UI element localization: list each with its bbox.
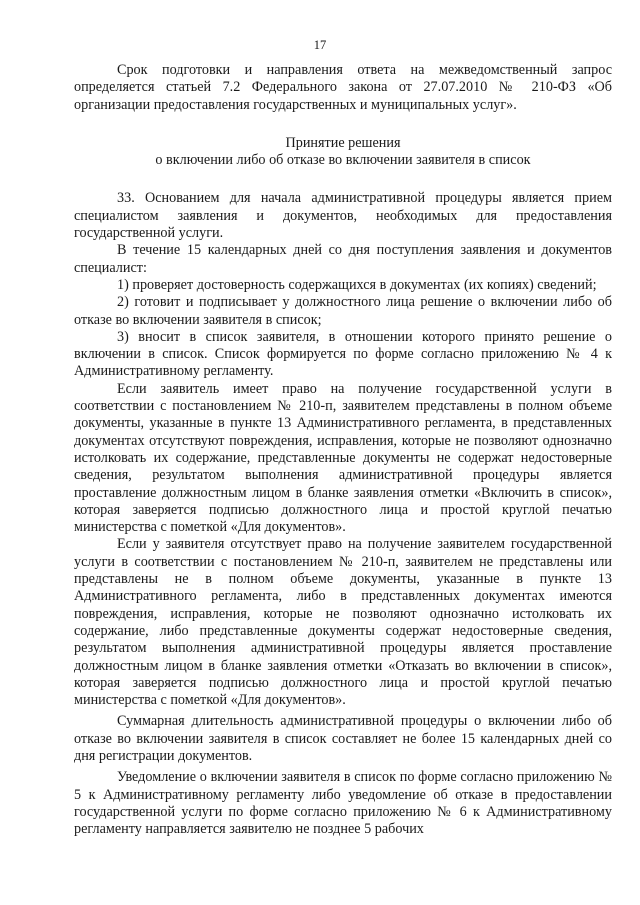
section-heading-line-1: Принятие решения <box>285 134 401 151</box>
list-item-3-add-to-list: 3) вносит в список заявителя, в отношении которого принято решение о включении в список. Список формируется по форме согласно приложению № 4 к Административному регламенту. <box>74 328 612 380</box>
paragraph-include-condition: Если заявитель имеет право на получение государственной услуги в соответствии с постановлением № 210-п, заявителем представлены в полном объеме документы, указанные в пункте 13 Административного регламента, в представленных документах отсутствуют повреждения, исправления, которые не позволяют однозначно истолковать их содержание, представленные документы не содержат недостоверные сведения, результатом выполнения административной процедуры является проставление должностным лицом в бланке заявления отметки «Включить в список», которая заверяется подписью должностного лица и простой круглой печатью министерства с пометкой «Для документов». <box>74 380 612 536</box>
paragraph-refuse-condition: Если у заявителя отсутствует право на получение заявителем государственной услуги в соответствии с постановлением № 210-п, заявителем не представлены или представлены не в полном объеме документы, указанные в пункте 13 Административного регламента, либо в представленных документах имеются повреждения, исправления, которые не позволяют однозначно истолковать их содержание, либо представленные документы содержат недостоверные сведения, результатом выполнения административной процедуры является проставление должностным лицом в бланке заявления отметки «Отказать во включении в список», которая заверяется подписью должностного лица и простой круглой печатью министерства с пометкой «Для документов». <box>74 536 612 709</box>
paragraph-response-deadline: Срок подготовки и направления ответа на межведомственный запрос определяется статьей 7.2 Федерального закона от 27.07.2010 № 210-ФЗ «Об организации предоставления государственных и муниципальных услуг». <box>74 62 612 113</box>
paragraph-33-basis: 33. Основанием для начала административной процедуры является прием специалистом заявления и документов, необходимых для предоставления государственной услуги. <box>74 190 612 242</box>
list-item-1-verify: 1) проверяет достоверность содержащихся в документах (их копиях) сведений; <box>117 276 597 293</box>
section-heading-line-2: о включении либо об отказе во включении заявителя в список <box>155 152 531 169</box>
paragraph-15-days: В течение 15 календарных дней со дня поступления заявления и документов специалист: <box>74 242 612 276</box>
paragraph-notification: Уведомление о включении заявителя в список по форме согласно приложению № 5 к Административному регламенту либо уведомление об отказе в предоставлении государственной услуги по форме согласно приложению № 6 к Административному регламенту направляется заявителю не позднее 5 рабочих <box>74 769 612 838</box>
paragraph-total-duration: Суммарная длительность административной процедуры о включении либо об отказе во включении заявителя в список составляет не более 15 календарных дней со дня регистрации документов. <box>74 713 612 764</box>
document-body <box>74 62 612 838</box>
spacer <box>74 114 612 131</box>
page-number: 17 <box>313 38 327 52</box>
spacer <box>74 169 612 186</box>
list-item-2-prepare-decision: 2) готовит и подписывает у должностного лица решение о включении либо об отказе во включении заявителя в список; <box>74 294 612 328</box>
